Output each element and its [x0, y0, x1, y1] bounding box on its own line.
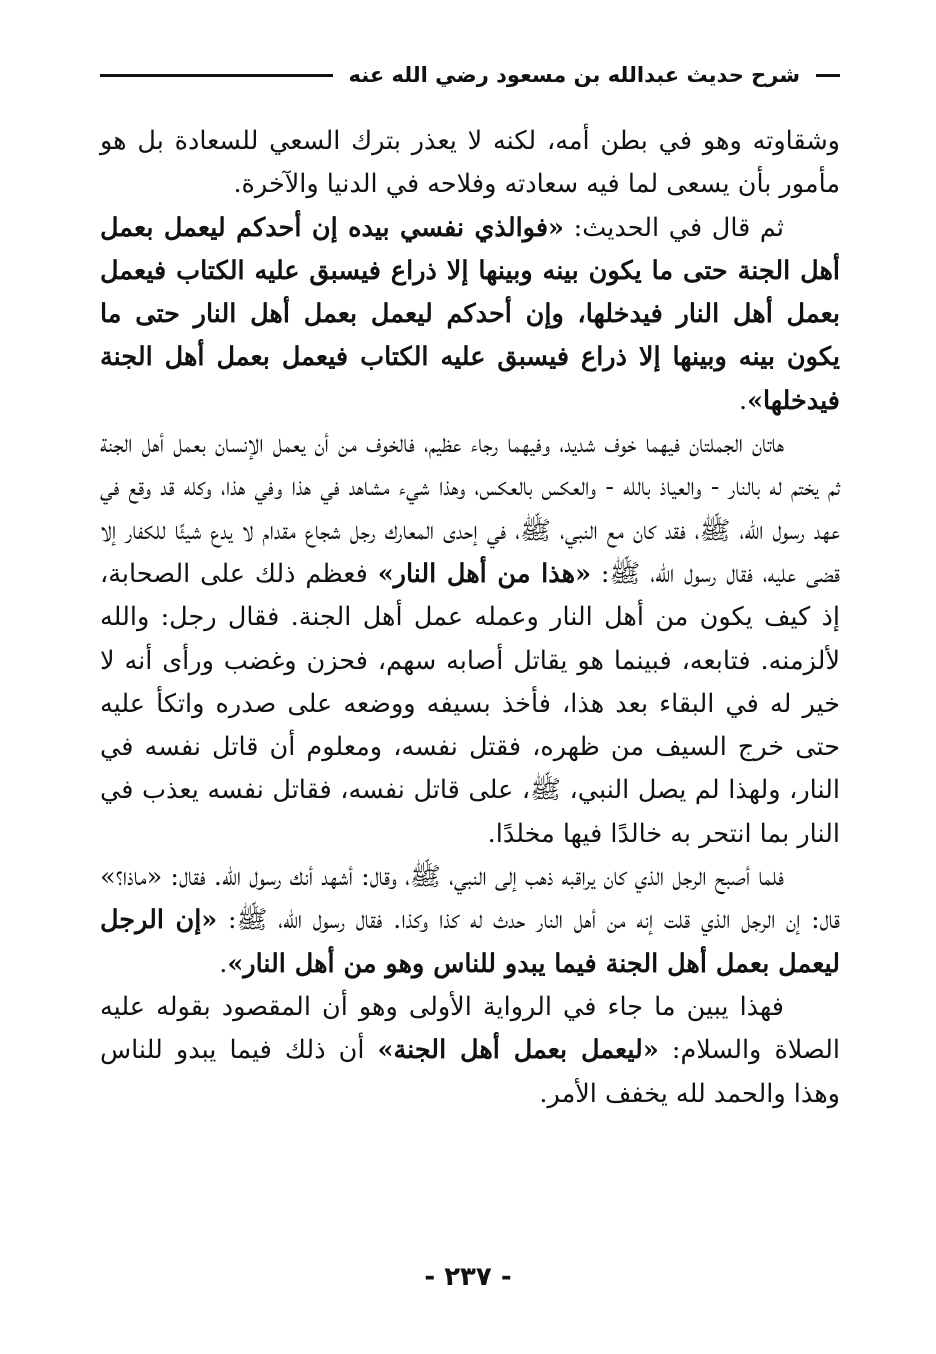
body-text — [100, 120, 840, 1116]
paragraph — [100, 986, 840, 1116]
paragraph — [100, 207, 840, 423]
hadith-quote: «هذا من أهل النار» — [377, 558, 592, 589]
hadith-quote: «فوالذي نفسي بيده إن أحدكم ليعمل بعمل أهل الجنة حتى ما يكون بينه وبينها إلا ذراع فيسبق عليه الكتاب فيعمل بعمل أهل النار فيدخلها، وإن أحدكم ليعمل بعمل أهل النار حتى ما يكون بينه وبينها إلا ذراع فيسبق عليه الكتاب فيعمل بعمل أهل الجنة فيدخلها» — [100, 212, 840, 416]
paragraph-text: فعظم ذلك على الصحابة، إذ كيف يكون من أهل النار وعمله عمل أهل الجنة. فقال رجل: والله لألزمنه. فتابعه، فبينما هو يقاتل أصابه سهم، فحزن وغضب ورأى أنه لا خير له في البقاء بعد هذا، فأخذ بسيفه ووضعه على صدره واتكأ عليه حتى خرج السيف من ظهره، فقتل نفسه، ومعلوم أن قاتل نفسه في النار، ولهذا لم يصل النبي، ﷺ، على قاتل نفسه، فقاتل نفسه يعذب في النار بما انتحر به خالدًا فيها مخلدًا. — [100, 558, 840, 849]
header-rule-right — [816, 74, 840, 77]
paragraph-text: ثم قال في الحديث: — [563, 212, 784, 243]
paragraph-text: هاتان الجملتان فيهما خوف شديد، وفيهما رجاء عظيم، فالخوف من أن يعمل الإنسان بعمل أهل الجنة ثم يختم له بالنار - والعياذ بالله - والعكس بالعكس، وهذا شيء مشاهد في هذا وفي هذا، وكله قد وقع في عهد رسول الله، ﷺ، فقد كان مع النبي، ﷺ، في إحدى المعارك رجل شجاع مقدام لا يدع شيئًا للكفار إلا قضى عليه، فقال رسول الله، ﷺ: — [100, 429, 840, 589]
paragraph — [100, 423, 840, 856]
paragraph-text: أن ذلك فيما يبدو للناس وهذا والحمد لله يخفف الأمر. — [100, 1035, 840, 1109]
running-header — [100, 58, 840, 92]
paragraph — [100, 120, 840, 207]
hadith-quote: «إن الرجل ليعمل بعمل أهل الجنة فيما يبدو للناس وهو من أهل النار» — [100, 905, 840, 979]
paragraph — [100, 856, 840, 986]
page-number: - ٢٣٧ - — [424, 1262, 512, 1292]
paragraph-text: فهذا يبين ما جاء في الرواية الأولى وهو أن المقصود بقوله عليه الصلاة والسلام: — [100, 991, 840, 1066]
paragraph-text: . — [219, 948, 228, 979]
header-title: شرح حديث عبدالله بن مسعود رضي الله عنه — [348, 63, 800, 87]
paragraph-text: . — [738, 385, 748, 416]
paragraph-text: فلما أصبح الرجل الذي كان يراقبه ذهب إلى النبي، ﷺ، وقال: أشهد أنك رسول الله. فقال: «ماذا؟» قال: إن الرجل الذي قلت إنه من أهل النار حدث له كذا وكذا. فقال رسول الله، ﷺ: — [100, 862, 840, 936]
paragraph-text: وشقاوته وهو في بطن أمه، لكنه لا يعذر بترك السعي للسعادة بل هو مأمور بأن يسعى لما فيه سعادته وفلاحه في الدنيا والآخرة. — [100, 126, 840, 200]
header-rule-left — [100, 74, 333, 77]
hadith-quote: «ليعمل بعمل أهل الجنة» — [377, 1035, 659, 1066]
